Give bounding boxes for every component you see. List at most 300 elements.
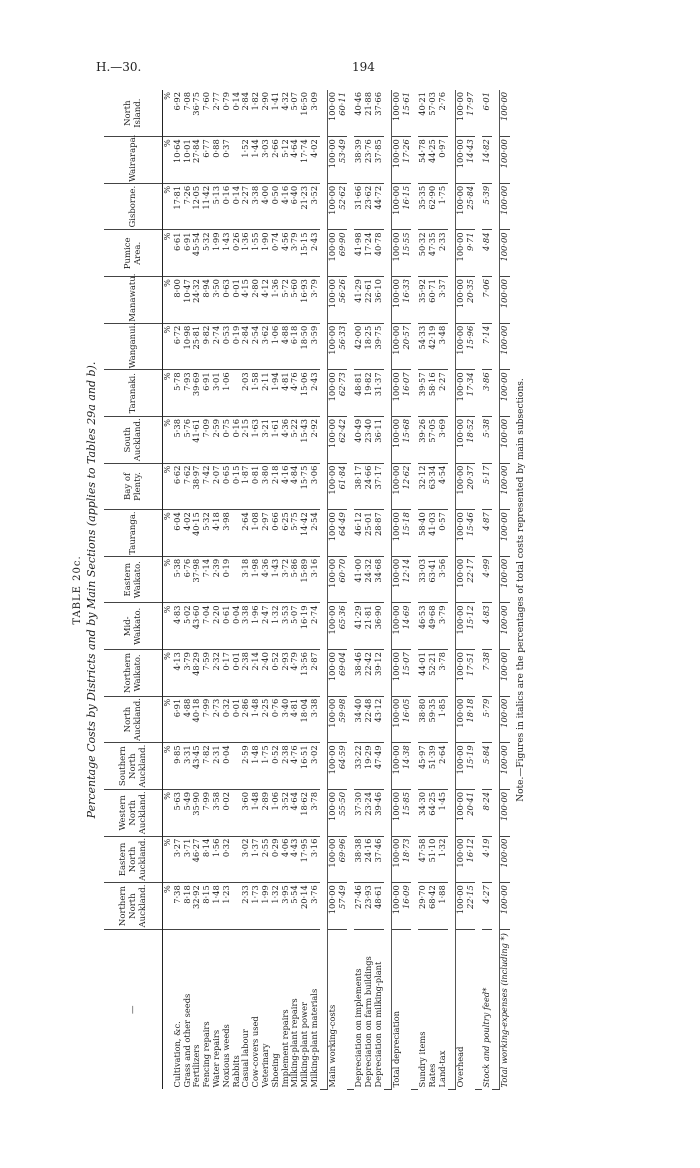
table-cell: 20·57 xyxy=(402,323,412,370)
table-cell: 2·11 xyxy=(261,370,271,417)
overhead-row xyxy=(455,90,465,1090)
table-cell: 3·98 xyxy=(222,510,232,557)
table-cell: 23·24 xyxy=(364,790,374,837)
main-working-costs-share-row xyxy=(338,90,348,1090)
table-cell: 3·60 xyxy=(241,790,251,837)
table-cell: 100·00 xyxy=(455,510,465,557)
table-cell: 100·00 xyxy=(327,370,337,417)
table-cell: 0·66 xyxy=(271,510,281,557)
table-cell: 3·56 xyxy=(438,556,448,603)
table-cell: 39·75 xyxy=(374,323,384,370)
table-cell: % xyxy=(163,790,173,837)
table-cell: 100·00 xyxy=(500,696,510,743)
table-cell: 18·04 xyxy=(300,696,310,743)
table-cell: 100·00 xyxy=(391,836,401,883)
table-cell: 3·37 xyxy=(438,277,448,324)
table-cell: 2·38 xyxy=(241,650,251,697)
table-cell: 37·46 xyxy=(374,836,384,883)
table-cell: 7·14 xyxy=(482,323,492,370)
table-cell: 15·43 xyxy=(300,417,310,464)
table-cell: 0·01 xyxy=(232,650,242,697)
table-cell: 4·83 xyxy=(173,603,183,650)
table-cell: 15·68 xyxy=(402,417,412,464)
table-cell: 3·71 xyxy=(183,836,193,883)
table-cell: 100·00 xyxy=(327,603,337,650)
table-cell: 2·80 xyxy=(251,277,261,324)
overhead-share-row xyxy=(466,90,476,1090)
table-cell: 0·79 xyxy=(222,90,232,137)
main-working-costs-row xyxy=(327,90,337,1090)
table-cell: 100·00 xyxy=(500,510,510,557)
column-header: Eastern Waikato. xyxy=(104,556,163,603)
column-header: Western North Auckland. xyxy=(104,790,163,837)
table-cell: 18·25 xyxy=(364,323,374,370)
table-cell: 1·43 xyxy=(271,556,281,603)
table-cell: 100·00 xyxy=(455,556,465,603)
table-cell: 2·27 xyxy=(438,370,448,417)
table-cell: 100·00 xyxy=(500,463,510,510)
row-label: Implement repairs xyxy=(279,1009,290,1088)
table-cell: 64·25 xyxy=(428,790,438,837)
table-cell: 3·72 xyxy=(281,556,291,603)
table-cell: 6·72 xyxy=(173,323,183,370)
table-cell: 2·97 xyxy=(261,510,271,557)
table-cell: 40·46 xyxy=(354,90,364,137)
table-cell: 62·42 xyxy=(338,417,348,464)
table-number: TABLE 20c. xyxy=(72,555,83,625)
table-cell: 5·54 xyxy=(290,883,300,930)
table-cell: 36·10 xyxy=(374,277,384,324)
table-cell: 3·52 xyxy=(310,183,320,230)
table-cell: 100·00 xyxy=(391,323,401,370)
table-cell: 100·00 xyxy=(500,790,510,837)
table-cell: 0·50 xyxy=(271,183,281,230)
table-cell: 8·24 xyxy=(482,790,492,837)
table-cell: 100·00 xyxy=(327,463,337,510)
table-cell: % xyxy=(163,463,173,510)
table-cell: 6·40 xyxy=(290,183,300,230)
table-cell: 0·65 xyxy=(222,463,232,510)
table-cell: 25·84 xyxy=(466,183,476,230)
table-cell: 17·81 xyxy=(173,183,183,230)
table-cell: 64·59 xyxy=(338,743,348,790)
table-cell: 100·00 xyxy=(391,603,401,650)
table-cell: 14·38 xyxy=(402,743,412,790)
column-header: Taranaki. xyxy=(104,370,163,417)
table-cell: 3·53 xyxy=(281,603,291,650)
table-cell: 100·00 xyxy=(327,696,337,743)
table-cell: 4·32 xyxy=(281,90,291,137)
table-cell: 3·80 xyxy=(261,463,271,510)
table-cell: 6·77 xyxy=(202,137,212,184)
table-cell: 4·16 xyxy=(281,183,291,230)
table-cell: 18·52 xyxy=(466,417,476,464)
table-cell: 100·00 xyxy=(500,137,510,184)
table-cell: 37·30 xyxy=(354,790,364,837)
table-cell: 50·32 xyxy=(418,230,428,277)
table-cell: 47·58 xyxy=(418,836,428,883)
table-cell: 1·32 xyxy=(271,603,281,650)
table-cell: 100·00 xyxy=(391,370,401,417)
table-cell: 4·13 xyxy=(173,650,183,697)
table-cell: 32·12 xyxy=(418,463,428,510)
table-cell: 100·00 xyxy=(500,183,510,230)
table-cell: 1·75 xyxy=(261,743,271,790)
table-cell: 28·87 xyxy=(374,510,384,557)
row-label: Veterinary xyxy=(259,1043,270,1088)
table-cell: 20·14 xyxy=(300,883,310,930)
table-cell: % xyxy=(163,137,173,184)
table-cell: 4·76 xyxy=(290,370,300,417)
table-cell: 3·03 xyxy=(261,137,271,184)
table-cell: 15·18 xyxy=(402,510,412,557)
table-cell: 1·48 xyxy=(251,696,261,743)
table-cell: 0·52 xyxy=(271,743,281,790)
table-cell: 1·96 xyxy=(251,603,261,650)
table-cell: 38·80 xyxy=(418,696,428,743)
table-cell: 2·40 xyxy=(261,650,271,697)
table-cell: 63·34 xyxy=(428,463,438,510)
table-cell: 15·07 xyxy=(402,650,412,697)
table-cell: % xyxy=(163,277,173,324)
table-cell: 10·47 xyxy=(183,277,193,324)
table-cell: 16·19 xyxy=(300,603,310,650)
table-cell: 7·04 xyxy=(202,603,212,650)
table-cell: 4·76 xyxy=(290,743,300,790)
table-cell: 2·15 xyxy=(241,417,251,464)
table-cell: 17·26 xyxy=(402,137,412,184)
table-cell: 4·79 xyxy=(290,650,300,697)
table-cell: 100·00 xyxy=(391,883,401,930)
table-cell: 15·61 xyxy=(402,90,412,137)
table-cell: 4·81 xyxy=(290,696,300,743)
table-cell: 40·49 xyxy=(354,417,364,464)
table-cell: 100·00 xyxy=(327,417,337,464)
table-cell: 17·95 xyxy=(300,836,310,883)
table-cell: 100·00 xyxy=(391,463,401,510)
table-cell: 15·55 xyxy=(402,230,412,277)
table-cell: 6·61 xyxy=(173,230,183,277)
table-cell: 12·05 xyxy=(192,183,202,230)
table-cell: 24·32 xyxy=(192,277,202,324)
table-cell: 1·44 xyxy=(251,137,261,184)
table-cell: 0·74 xyxy=(271,230,281,277)
table-cell: 3·21 xyxy=(261,417,271,464)
table-cell: 2·59 xyxy=(212,417,222,464)
table-cell: 1·99 xyxy=(261,883,271,930)
table-cell: 16·12 xyxy=(466,836,476,883)
table-cell: 2·89 xyxy=(261,790,271,837)
table-cell: 6·76 xyxy=(183,556,193,603)
table-cell: 23·93 xyxy=(364,883,374,930)
table-cell: 3·58 xyxy=(212,790,222,837)
row-label: Depreciation on implements xyxy=(353,968,364,1088)
column-header: Northern North Auckland. xyxy=(104,883,163,930)
table-cell: % xyxy=(163,510,173,557)
table-cell: 3·38 xyxy=(251,183,261,230)
row-label: Casual labour xyxy=(240,1029,251,1088)
table-cell: 0·14 xyxy=(232,183,242,230)
table-cell: 17·51 xyxy=(466,650,476,697)
table-cell: 0·88 xyxy=(212,137,222,184)
table-cell: 1·23 xyxy=(222,883,232,930)
table-cell: 21·88 xyxy=(364,90,374,137)
table-cell: 43·45 xyxy=(192,743,202,790)
table-cell: 5·76 xyxy=(183,417,193,464)
table-cell: 1·41 xyxy=(271,90,281,137)
table-cell: 60·11 xyxy=(338,90,348,137)
total-depreciation-share-row xyxy=(402,90,412,1090)
table-cell: 7·09 xyxy=(202,417,212,464)
table-cell: 100·00 xyxy=(500,556,510,603)
table-cell: 3·09 xyxy=(310,90,320,137)
table-cell: 2·31 xyxy=(212,743,222,790)
column-header: Mid-Waikato. xyxy=(104,603,163,650)
table-cell: 5·60 xyxy=(290,277,300,324)
table-cell: 100·00 xyxy=(455,90,465,137)
table-cell: 100·00 xyxy=(455,883,465,930)
table-cell: 1·56 xyxy=(212,836,222,883)
table-cell: 1·90 xyxy=(261,230,271,277)
row-label: Shoeing xyxy=(269,1053,280,1088)
table-cell: 5·32 xyxy=(202,510,212,557)
table-cell: 42·00 xyxy=(354,323,364,370)
table-cell: 15·06 xyxy=(300,370,310,417)
table-cell: 100·00 xyxy=(391,277,401,324)
table-cell: 20·41 xyxy=(466,790,476,837)
table-cell: 18·18 xyxy=(466,696,476,743)
table-cell: 7·99 xyxy=(202,790,212,837)
table-cell: 39·57 xyxy=(418,370,428,417)
table-cell: 5·38 xyxy=(173,556,183,603)
table-cell: 19·82 xyxy=(364,370,374,417)
table-cell: 1·48 xyxy=(251,743,261,790)
table-cell: 18·62 xyxy=(300,790,310,837)
table-cell: 0·53 xyxy=(222,323,232,370)
table-cell: 1·48 xyxy=(251,790,261,837)
table-cell: 100·00 xyxy=(327,323,337,370)
table-cell: 1·37 xyxy=(251,836,261,883)
table-cell: 8·18 xyxy=(183,883,193,930)
table-cell: 58·40 xyxy=(418,510,428,557)
table-cell: 100·00 xyxy=(455,743,465,790)
row-label: Depreciation on farm buildings xyxy=(363,956,374,1088)
table-cell: 4·64 xyxy=(290,137,300,184)
table-cell: 22·42 xyxy=(364,650,374,697)
table-cell: 0·26 xyxy=(232,230,242,277)
table-cell: 37·17 xyxy=(374,463,384,510)
table-cell: 38·97 xyxy=(192,463,202,510)
table-cell: 15·12 xyxy=(466,603,476,650)
table-cell: 3·01 xyxy=(212,370,222,417)
table-cell: 23·40 xyxy=(364,417,374,464)
table-cell: 34·68 xyxy=(374,556,384,603)
table-cell: 0·75 xyxy=(222,417,232,464)
table-cell: 100·00 xyxy=(327,743,337,790)
table-cell: 40·78 xyxy=(374,230,384,277)
table-cell: 64·49 xyxy=(338,510,348,557)
table-cell: 4·88 xyxy=(183,696,193,743)
table-cell: 3·78 xyxy=(310,790,320,837)
table-cell: 63·41 xyxy=(428,556,438,603)
table-cell: 100·00 xyxy=(455,323,465,370)
table-cell: 0·04 xyxy=(232,603,242,650)
table-cell: 47·35 xyxy=(428,230,438,277)
row-label: Sundry items xyxy=(417,1031,428,1088)
table-cell: 3·38 xyxy=(310,696,320,743)
table-cell: 44·01 xyxy=(418,650,428,697)
table-cell: 69·90 xyxy=(338,230,348,277)
table-cell: 45·54 xyxy=(192,230,202,277)
table-cell: 1·85 xyxy=(438,696,448,743)
table-cell: % xyxy=(163,90,173,137)
table-cell: 5·07 xyxy=(290,603,300,650)
table-cell: 39·26 xyxy=(418,417,428,464)
table-cell: 100·00 xyxy=(327,137,337,184)
table-cell: 46·27 xyxy=(192,836,202,883)
table-cell: 41·61 xyxy=(192,417,202,464)
table-cell: 39·12 xyxy=(374,650,384,697)
table-cell: 36·11 xyxy=(374,417,384,464)
table-cell: 0·76 xyxy=(271,696,281,743)
table-cell: 20·37 xyxy=(466,463,476,510)
table-cell: 17·24 xyxy=(364,230,374,277)
table-cell: % xyxy=(163,370,173,417)
table-cell: 12·62 xyxy=(402,463,412,510)
table-cell: 7·38 xyxy=(173,883,183,930)
table-cell: 39·46 xyxy=(374,790,384,837)
table-cell: 45·97 xyxy=(418,743,428,790)
table-cell: 14·42 xyxy=(300,510,310,557)
table-cell: 16·50 xyxy=(300,90,310,137)
table-cell: 3·02 xyxy=(310,743,320,790)
report-reference: H.—30. xyxy=(96,60,142,74)
table-cell: 4·64 xyxy=(290,790,300,837)
table-cell: 100·00 xyxy=(455,230,465,277)
table-cell: 49·68 xyxy=(428,603,438,650)
table-cell: 1·45 xyxy=(438,790,448,837)
table-cell: 55·50 xyxy=(338,790,348,837)
table-cell: 37·98 xyxy=(192,556,202,603)
page-number: 194 xyxy=(352,60,375,74)
table-cell: 100·00 xyxy=(500,650,510,697)
table-cell: 0·01 xyxy=(232,696,242,743)
table-cell: 1·32 xyxy=(271,883,281,930)
table-cell: 100·00 xyxy=(500,743,510,790)
column-header: North Auckland. xyxy=(104,696,163,743)
table-cell: 5·38 xyxy=(173,417,183,464)
table-cell: 4·18 xyxy=(212,510,222,557)
column-header: Southern North Auckland. xyxy=(104,743,163,790)
table-cell: 5·13 xyxy=(212,183,222,230)
table-cell: 15·85 xyxy=(402,790,412,837)
table-cell: 4·84 xyxy=(482,230,492,277)
table-cell: 35·90 xyxy=(192,790,202,837)
table-cell: 100·00 xyxy=(391,790,401,837)
table-cell: 100·00 xyxy=(391,510,401,557)
table-cell: 2·55 xyxy=(261,836,271,883)
table-cell: 3·86 xyxy=(482,370,492,417)
table-cell: 3·79 xyxy=(183,650,193,697)
table-cell: 38·39 xyxy=(354,137,364,184)
table-cell: 0·02 xyxy=(222,790,232,837)
table-cell: 1·06 xyxy=(271,323,281,370)
table-cell: 36·90 xyxy=(374,603,384,650)
table-cell: 15·96 xyxy=(466,323,476,370)
table-cell: 0·19 xyxy=(232,323,242,370)
table-cell: 100·00 xyxy=(391,556,401,603)
table-cell: 1·63 xyxy=(251,417,261,464)
column-header: Pumice Area. xyxy=(104,230,163,277)
table-cell: 3·78 xyxy=(438,650,448,697)
table-cell: 15·19 xyxy=(466,743,476,790)
table-cell: 19·29 xyxy=(364,743,374,790)
table-cell: 100·00 xyxy=(391,743,401,790)
table-cell: 4·12 xyxy=(261,277,271,324)
table-cell: 100·00 xyxy=(455,650,465,697)
table-cell: 9·82 xyxy=(202,323,212,370)
table-cell: 0·32 xyxy=(222,696,232,743)
table-cell: 60·70 xyxy=(338,556,348,603)
row-label: Rates xyxy=(427,1063,438,1088)
row-label-header: — xyxy=(104,929,163,1089)
table-cell: 1·87 xyxy=(241,463,251,510)
table-cell: 15·75 xyxy=(300,463,310,510)
table-cell: 4·15 xyxy=(241,277,251,324)
table-cell: 2·33 xyxy=(241,883,251,930)
table-cell: 37·85 xyxy=(374,137,384,184)
table-cell: 6·25 xyxy=(281,510,291,557)
table-cell: 24·32 xyxy=(364,556,374,603)
row-label: Land-tax xyxy=(436,1050,447,1088)
table-cell: 2·47 xyxy=(261,603,271,650)
table-cell: 59·98 xyxy=(338,696,348,743)
table-cell: 1·06 xyxy=(222,370,232,417)
table-cell: 40·21 xyxy=(418,90,428,137)
table-cell: 0·37 xyxy=(222,137,232,184)
table-cell: % xyxy=(163,230,173,277)
table-cell: 69·04 xyxy=(338,650,348,697)
table-cell: 15·15 xyxy=(300,230,310,277)
table-cell: 0·01 xyxy=(232,277,242,324)
table-cell: 24·66 xyxy=(364,463,374,510)
table-cell: 14·43 xyxy=(466,137,476,184)
table-cell: 31·37 xyxy=(374,370,384,417)
table-cell: 3·52 xyxy=(281,790,291,837)
table-cell: 15·46 xyxy=(466,510,476,557)
table-cell: 100·00 xyxy=(391,650,401,697)
column-header: Manawatu. xyxy=(104,277,163,324)
table-cell: 2·54 xyxy=(251,323,261,370)
table-cell: 1·88 xyxy=(438,883,448,930)
table-cell: 100·00 xyxy=(327,90,337,137)
table-cell: 1·73 xyxy=(251,883,261,930)
table-cell: 7·14 xyxy=(202,556,212,603)
table-cell: 2·33 xyxy=(438,230,448,277)
table-cell: 100·00 xyxy=(327,650,337,697)
table-cell: 0·14 xyxy=(232,90,242,137)
row-label: Milking-plant power xyxy=(299,1002,310,1088)
table-cell: 16·51 xyxy=(300,743,310,790)
table-cell: 4·19 xyxy=(482,836,492,883)
table-cell: 2·76 xyxy=(438,90,448,137)
table-cell: 2·66 xyxy=(271,137,281,184)
table-cell: 1·48 xyxy=(212,883,222,930)
table-cell: 2·18 xyxy=(271,463,281,510)
table-cell: % xyxy=(163,743,173,790)
table-cell: 3·38 xyxy=(241,603,251,650)
table-cell: 0·52 xyxy=(271,650,281,697)
